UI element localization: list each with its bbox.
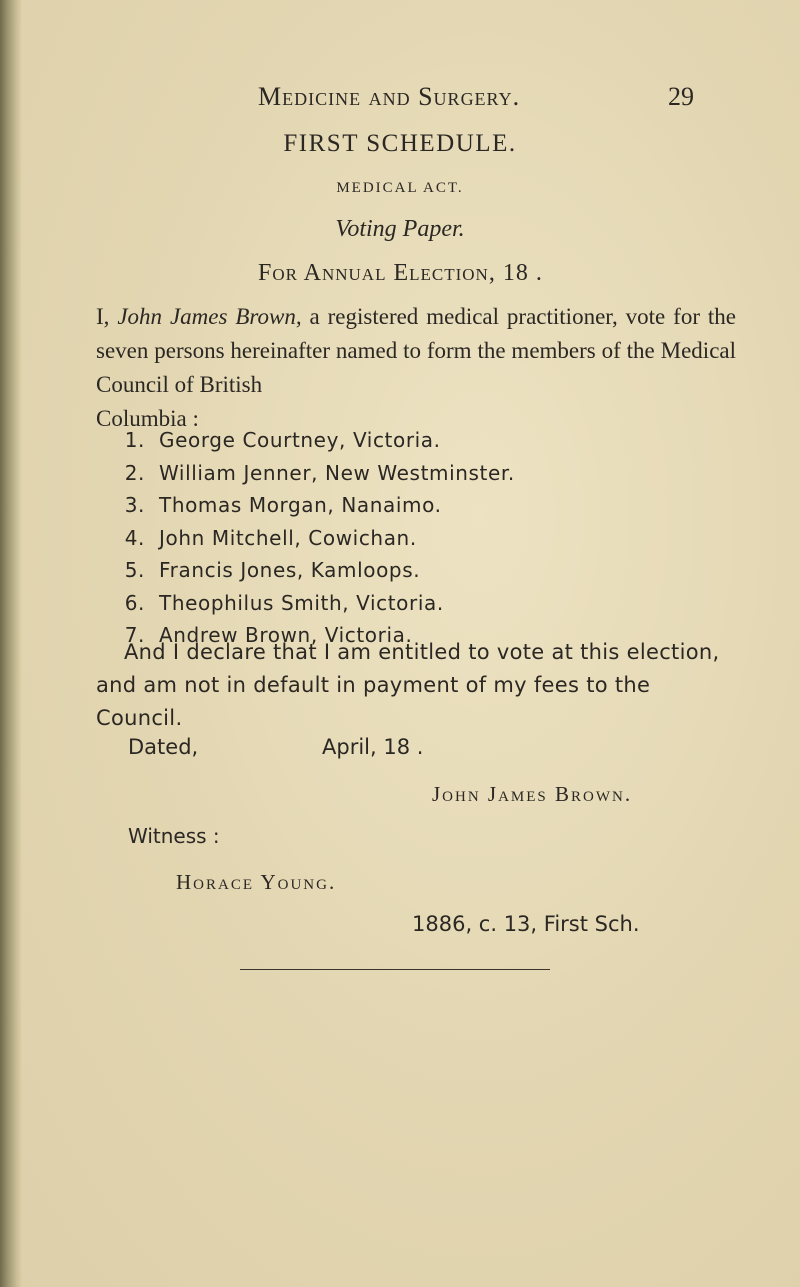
declaration-text: And I declare that I am entitled to vote at this election, and am not in default in payment of my fees to the Council. [96,640,720,730]
statute-citation: 1886, c. 13, First Sch. [412,912,640,936]
signatory-name: John James Brown. [432,782,633,806]
page-number: 29 [668,82,694,111]
schedule-title: FIRST SCHEDULE. [283,130,517,157]
document-type: Voting Paper. [335,216,465,242]
candidate-entry: Francis Jones, Kamloops. [159,558,421,582]
intro-last-line: Columbia : [96,406,199,431]
dated-value: April, 18 . [322,735,424,759]
candidate-number: 6. [124,590,145,615]
list-item [113,424,515,457]
act-name: MEDICAL ACT. [336,180,464,196]
candidate-entry: William Jenner, New Westminster. [159,460,515,485]
candidate-number: 2. [124,460,145,485]
witness-name: Horace Young. [176,870,337,894]
candidate-entry: Thomas Morgan, Nanaimo. [159,493,442,517]
candidate-number: 7. [124,623,145,647]
declaration-paragraph [96,636,736,735]
election-line: For Annual Election, 18 . [258,260,543,286]
intro-text: a registered medical practitioner, vote for the seven persons hereinafter named to form the members of the Medical Council of British [96,304,737,397]
candidate-number: 5. [124,558,145,582]
list-item [113,587,515,620]
voting-intro-paragraph [96,300,736,436]
candidate-list [113,424,515,652]
voter-name: John James Brown, [117,304,302,329]
candidate-entry: George Courtney, Victoria. [159,428,441,452]
candidate-entry: Theophilus Smith, Victoria. [159,590,444,615]
candidate-entry: Andrew Brown, Victoria. [159,623,413,647]
candidate-number: 3. [124,493,145,517]
intro-pronoun: I, [96,304,110,329]
candidate-number: 4. [124,525,145,550]
dated-label: Dated, [128,735,199,759]
list-item [113,522,515,555]
list-item [113,554,515,587]
witness-label: Witness : [128,824,220,848]
list-item [113,489,515,522]
list-item [113,457,515,490]
candidate-entry: John Mitchell, Cowichan. [159,525,417,550]
candidate-number: 1. [124,428,145,452]
running-head: Medicine and Surgery. [258,82,521,111]
section-divider-rule [240,969,550,970]
